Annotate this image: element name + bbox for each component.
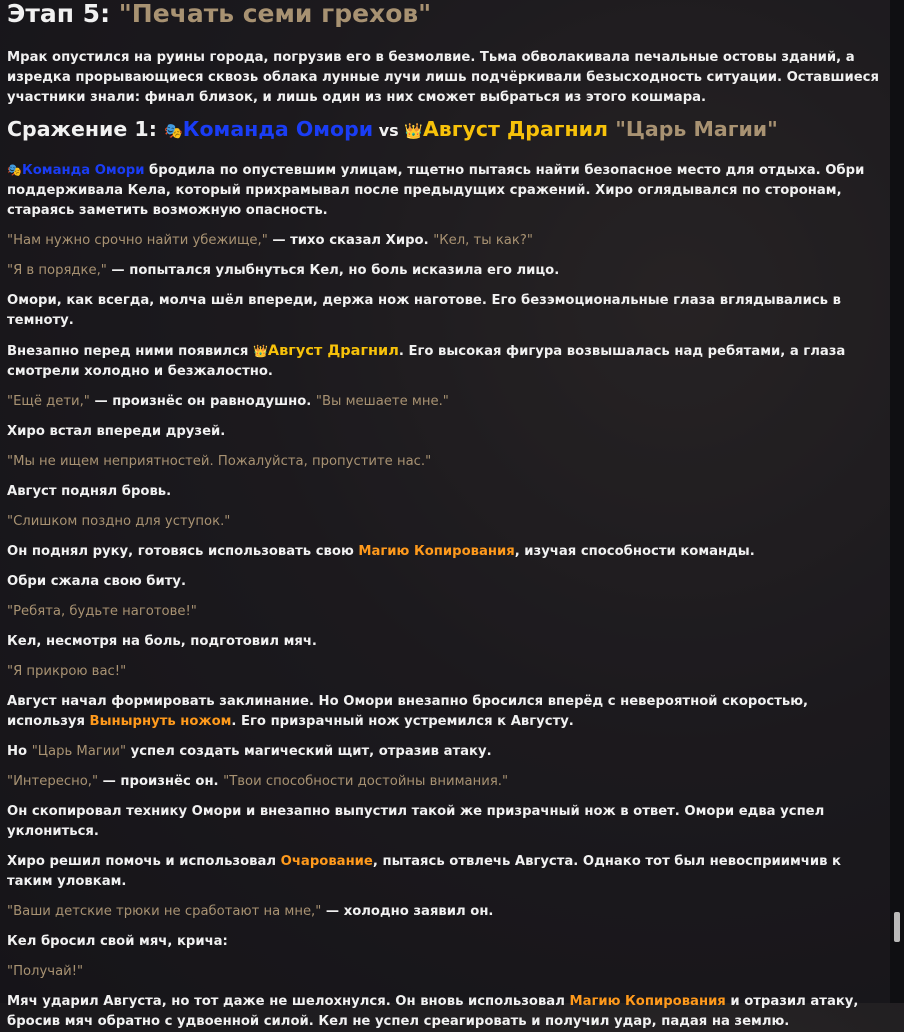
crown-icon: 👑: [252, 344, 268, 358]
story-paragraph: [7, 231, 882, 251]
paragraph-text: Хиро решил помочь и использовал: [7, 854, 281, 869]
story-paragraph: [7, 902, 882, 922]
team-name: Команда Омори: [182, 117, 374, 141]
paragraph-text: Он поднял руку, готовясь использовать свою: [7, 544, 359, 559]
story-paragraph: Кел бросил свой мяч, крича:: [7, 934, 228, 949]
story-paragraph: Обри сжала свою биту.: [7, 574, 187, 589]
paragraph-text: успел создать магический щит, отразив атаку.: [126, 744, 492, 759]
quote-paragraph: "Ребята, будьте наготове!": [7, 604, 197, 619]
battle-heading: [7, 114, 882, 146]
skill-name: Магию Копирования: [569, 994, 726, 1009]
intro-paragraph: Мрак опустился на руины города, погрузив его в безмолвие. Тьма обволакивала печальные остовы зданий, а изредка прорывающиеся сквозь облака лунные лучи лишь подчёркивали безысходность ситуации. Оставшиеся участники знали: финал близок, и лишь один из них сможет выбраться из этого кошмара.: [7, 50, 879, 105]
quote: "Кел, ты как?": [433, 233, 533, 248]
story-paragraph: Хиро встал впереди друзей.: [7, 424, 226, 439]
paragraph-text: , пытаясь отвлечь Августа. Однако тот был невосприимчив к таким уловкам.: [7, 854, 841, 889]
enemy-name-inline: Август Драгнил: [267, 343, 399, 359]
skill-name: Вынырнуть ножом: [89, 714, 232, 729]
quote-paragraph: "Мы не ищем неприятностей. Пожалуйста, пропустите нас.": [7, 454, 432, 469]
masks-icon: 🎭: [164, 122, 183, 140]
story-paragraph: [7, 160, 882, 221]
quote: "Нам нужно срочно найти убежище,": [7, 233, 268, 248]
masks-icon: 🎭: [7, 163, 22, 177]
paragraph-text: — холодно заявил он.: [321, 904, 494, 919]
quote: "Ваши детские трюки не сработают на мне,": [7, 904, 322, 919]
story-paragraph: Он скопировал технику Омори и внезапно выпустил такой же призрачный нож в ответ. Омори едва успел уклониться.: [7, 804, 825, 839]
paragraph-text: — попытался улыбнуться Кел, но боль исказила его лицо.: [106, 263, 560, 278]
vs-label: vs: [373, 121, 405, 140]
stage-name: "Печать семи грехов": [118, 0, 432, 28]
story-paragraph: [7, 261, 882, 281]
quote: "Твои способности достойны внимания.": [223, 774, 509, 789]
skill-name: Магию Копирования: [358, 544, 515, 559]
story-paragraph: [7, 392, 882, 412]
team-name-inline: Команда Омори: [21, 163, 145, 178]
story-paragraph: Август поднял бровь.: [7, 484, 172, 499]
crown-icon: 👑: [404, 122, 423, 140]
stage-prefix: Этап 5:: [7, 0, 119, 28]
story-paragraph: [7, 772, 882, 792]
quote: "Ещё дети,": [7, 394, 90, 409]
paragraph-text: , изучая способности команды.: [514, 544, 755, 559]
enemy-title-inline: "Царь Магии": [31, 744, 127, 759]
stage-heading: [7, 0, 882, 31]
skill-name: Очарование: [280, 854, 373, 869]
paragraph-text: — тихо сказал Хиро.: [267, 233, 434, 248]
paragraph-text: . Его высокая фигура возвышалась над ребятами, а глаза смотрели холодно и безжалостно.: [7, 344, 846, 379]
quote-paragraph: "Слишком поздно для уступок.": [7, 514, 231, 529]
quote: "Интересно,": [7, 774, 99, 789]
paragraph-text: Внезапно перед ними появился: [7, 344, 253, 359]
paragraph-text: — произнёс он.: [98, 774, 224, 789]
quote-paragraph: "Получай!": [7, 964, 84, 979]
quote: "Вы мешаете мне.": [315, 394, 449, 409]
paragraph-text: — произнёс он равнодушно.: [89, 394, 316, 409]
paragraph-text: и отразил атаку, бросив мяч обратно с удвоенной силой. Кел не успел среагировать и получил удар, падая на землю.: [7, 994, 859, 1029]
enemy-name: Август Драгнил: [422, 117, 609, 141]
paragraph-text: . Его призрачный нож устремился к Августу.: [231, 714, 574, 729]
paragraph-text: бродила по опустевшим улицам, тщетно пытаясь найти безопасное место для отдыха. Обри поддерживала Кела, который прихрамывал после предыдущих сражений. Хиро оглядывался по сторонам, стараясь заметить возможную опасность.: [7, 163, 865, 218]
story-paragraph: [7, 852, 882, 892]
story-paragraph: [7, 992, 882, 1032]
quote: "Я в порядке,": [7, 263, 107, 278]
paragraph-text: Август начал формировать заклинание. Но Омори внезапно бросился вперёд с невероятной скоростью, используя: [7, 694, 809, 729]
scrollbar-thumb[interactable]: [894, 912, 900, 942]
story-paragraph: [7, 692, 882, 732]
battle-prefix: Сражение 1:: [7, 117, 165, 141]
story-paragraph: Кел, несмотря на боль, подготовил мяч.: [7, 634, 317, 649]
vertical-scrollbar[interactable]: [890, 0, 904, 1003]
quote-paragraph: "Я прикрою вас!": [7, 664, 127, 679]
story-paragraph: [7, 542, 882, 562]
paragraph-text: Но: [7, 744, 32, 759]
enemy-title: "Царь Магии": [615, 117, 778, 141]
paragraph-text: Мяч ударил Августа, но тот даже не шелохнулся. Он вновь использовал: [7, 994, 570, 1009]
story-paragraph: Омори, как всегда, молча шёл впереди, держа нож наготове. Его безэмоциональные глаза вглядывались в темноту.: [7, 293, 841, 328]
story-paragraph: [7, 742, 882, 762]
story-paragraph: [7, 341, 882, 382]
